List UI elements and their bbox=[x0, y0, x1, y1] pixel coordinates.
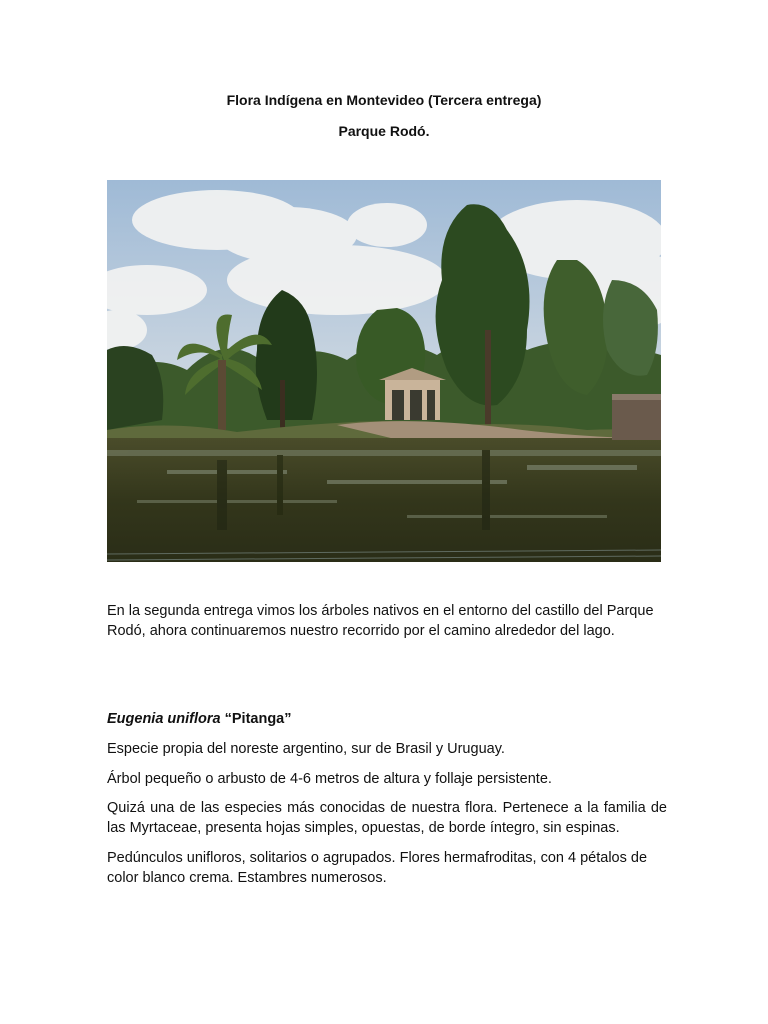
species-paragraph: Especie propia del noreste argentino, sur de Brasil y Uruguay. bbox=[107, 741, 505, 757]
species-paragraph: Pedúnculos unifloros, solitarios o agrupados. Flores hermafroditas, con 4 pétalos de color blanco crema. Estambres numerosos. bbox=[107, 850, 648, 886]
species-common-name: “Pitanga” bbox=[224, 711, 292, 727]
species-paragraph: Quizá una de las especies más conocidas de nuestra flora. Pertenece a la familia de las Myrtaceae, presenta hojas simples, opuestas, de borde íntegro, sin espinas. bbox=[107, 800, 667, 836]
intro-paragraph: En la segunda entrega vimos los árboles nativos en el entorno del castillo del Parque Rodó, ahora continuaremos nuestro recorrido por el camino alrededor del lago. bbox=[107, 603, 654, 639]
document-subtitle: Parque Rodó. bbox=[338, 123, 430, 139]
park-lake-photo bbox=[107, 180, 661, 562]
species-scientific-name: Eugenia uniflora bbox=[107, 711, 221, 727]
species-heading bbox=[107, 709, 667, 729]
species-paragraph: Árbol pequeño o arbusto de 4-6 metros de altura y follaje persistente. bbox=[107, 771, 552, 787]
document-title: Flora Indígena en Montevideo (Tercera entrega) bbox=[226, 92, 542, 108]
